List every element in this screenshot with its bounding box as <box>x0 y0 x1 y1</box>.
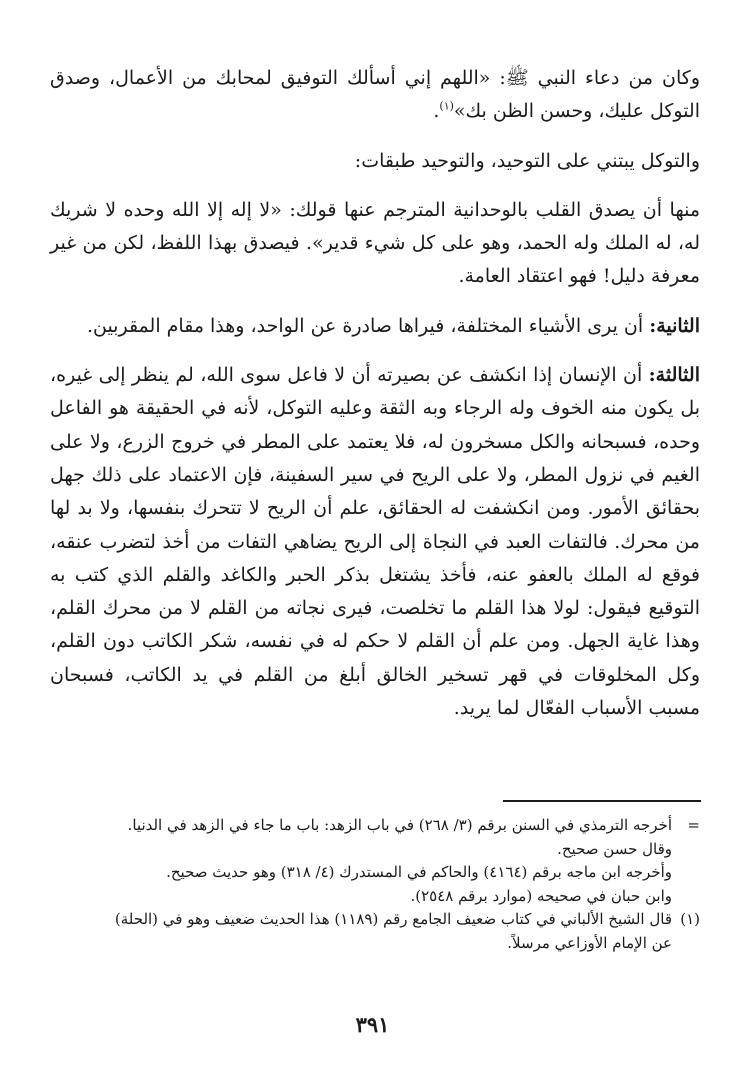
page-number: ٣٩١ <box>355 1012 390 1037</box>
footnote-1-mark: (١) <box>680 910 700 928</box>
footnote-line: أخرجه الترمذي في السنن برقم (٣/ ٢٦٨) في باب الزهد: باب ما جاء في الزهد في الدنيا. <box>127 816 672 834</box>
footnote-line: وأخرجه ابن ماجه برقم (٤١٦٤) والحاكم في المستدرك (٤/ ٣١٨) وهو حديث صحيح. <box>166 863 672 881</box>
footnote-continued-body <box>50 814 672 908</box>
footnote-separator <box>503 800 701 802</box>
paragraph-first-level: منها أن يصدق القلب بالوحدانية المترجم عنها قولك: «لا إله إلا الله وحده لا شريك له، له الملك وله الحمد، وهو على كل شيء قدير». فيصدق بهذا اللفظ، لكن من غير معرفة دليل! فهو اعتقاد العامة. <box>50 198 700 288</box>
footnote-1 <box>50 908 700 955</box>
footnote-line: وابن حبان في صحيحه (موارد برقم ٢٥٤٨). <box>410 886 672 905</box>
footnote-1-body <box>50 908 672 955</box>
footnotes <box>50 814 700 955</box>
footnote-line: عن الإمام الأوزاعي مرسلاً. <box>507 933 672 952</box>
prayer-text: وكان من دعاء النبي ﷺ: «اللهم إني أسألك التوفيق لمحابك من الأعمال، وصدق التوكل عليك، وحسن الظن بك» <box>50 67 700 123</box>
footnote-line: وقال حسن صحيح. <box>557 839 672 858</box>
prayer-end: . <box>433 100 440 123</box>
third-level-text: أن الإنسان إذا انكشف عن بصيرته أن لا فاعل سوى الله، لم ينظر إلى غيره، بل يكون منه الخوف وله الرجاء وبه الثقة وعليه التوكل، لأنه في الحقيقة هو الفاعل وحده، فسبحانه والكل مسخرون له، فلا يعتمد على المطر في خروج الزرع، ولا على الغيم في نزول المطر، ولا على الريح في سير السفينة، فإن الاعتماد على ذلك جهل بحقائق الأمور. ومن انكشفت له الحقائق، علم أن الريح لا تتحرك بنفسها، ولا بد لها من محرك. فالتفات العبد في النجاة إلى الريح يضاهي التفات من أخذ لتضرب عنقه، فوقع له الملك بالعفو عنه، فأخذ يشتغل بذكر الحبر والكاغد والقلم الذي كتب به التوقيع فيقول: لولا هذا القلم ما تخلصت، فيرى نجاته من القلم لا من محرك القلم، وهذا غاية الجهل. ومن علم أن القلم لا حكم له في نفسه، شكر الكاتب دون القلم، وكل المخلوقات في قهر تسخير الخالق أبلغ من القلم في يد الكاتب، فسبحان مسبب الأسباب الفعّال لما يريد. <box>50 364 700 720</box>
third-level-label: الثالثة: <box>648 364 700 387</box>
second-level-label: الثانية: <box>649 314 700 337</box>
paragraph-third-level <box>50 359 700 725</box>
footnote-continuation-mark: = <box>687 816 700 834</box>
paragraph-second-level <box>50 310 700 343</box>
paragraph-tawhid-levels: والتوكل يبتني على التوحيد، والتوحيد طبقات: <box>354 149 700 172</box>
footnote-ref-1[interactable]: (١) <box>439 99 454 113</box>
paragraph-prayer <box>50 62 700 129</box>
footnote-continued <box>50 814 700 908</box>
second-level-text: أن يرى الأشياء المختلفة، فيراها صادرة عن الواحد، وهذا مقام المقربين. <box>86 314 650 337</box>
footnote-line: قال الشيخ الألباني في كتاب ضعيف الجامع رقم (١١٨٩) هذا الحديث ضعيف وهو في (الحلة) <box>114 910 672 928</box>
main-text <box>50 62 700 737</box>
